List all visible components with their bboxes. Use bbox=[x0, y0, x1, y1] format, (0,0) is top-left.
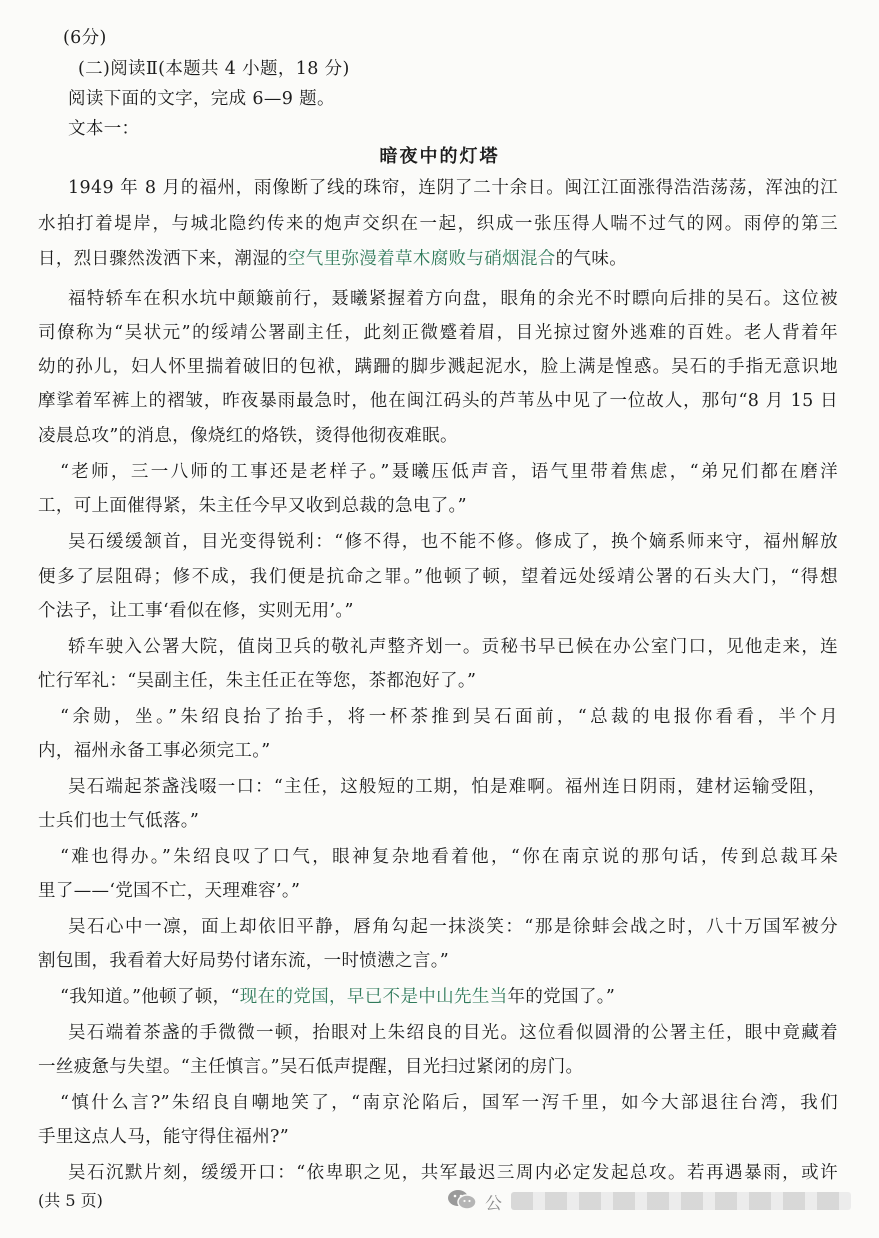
p3-line2: 工，可上面催得紧，朱主任今早又收到总裁的急电了。” bbox=[38, 496, 467, 516]
p8-line2: 里了——‘党国不亡，天理难容’。” bbox=[38, 881, 301, 901]
watermark-text: 公 bbox=[485, 1194, 502, 1214]
p1-line2: 水拍打着堤岸，与城北隐约传来的炮声交织在一起，织成一张压得人喘不过气的网。雨停的第三 bbox=[38, 214, 838, 234]
p9-line2: 割包围，我看着大好局势付诸东流，一时愤懑之言。” bbox=[38, 951, 450, 971]
p1-line3-a: 日，烈日骤然泼洒下来，潮湿的 bbox=[38, 249, 288, 269]
p2-line4: 摩挲着军裤上的褶皱，昨夜暴雨最急时，他在闽江码头的芦苇丛中见了一位故人，那句“8 月 15 日 bbox=[38, 391, 838, 411]
p12-line2: 手里这点人马，能守得住福州?” bbox=[38, 1127, 290, 1147]
p11-line1: 吴石端着茶盏的手微微一顿，抬眼对上朱绍良的目光。这位看似圆滑的公署主任，眼中竟藏着 bbox=[68, 1023, 838, 1043]
p10-line1-a: “我知道。”他顿了顿，“ bbox=[60, 987, 240, 1007]
watermark bbox=[447, 1186, 867, 1216]
p1-line3-c: 的气味。 bbox=[555, 249, 628, 269]
p2-line1: 福特轿车在积水坑中颠簸前行，聂曦紧握着方向盘，眼角的余光不时瞟向后排的吴石。这位被 bbox=[68, 289, 838, 309]
section-heading: (二)阅读Ⅱ(本题共 4 小题，18 分) bbox=[78, 59, 350, 79]
page-count: (共 5 页) bbox=[38, 1191, 103, 1210]
score-note: (6分) bbox=[63, 28, 107, 48]
article-title: 暗夜中的灯塔 bbox=[379, 146, 500, 167]
p5-line1: 轿车驶入公署大院，值岗卫兵的敬礼声整齐划一。贡秘书早已候在办公室门口，见他走来，连 bbox=[68, 637, 838, 657]
p7-line1: 吴石端起茶盏浅啜一口：“主任，这般短的工期，怕是难啊。福州连日阴雨，建材运输受阻， bbox=[68, 777, 826, 797]
p11-line2: 一丝疲惫与失望。“主任慎言。”吴石低声提醒，目光扫过紧闭的房门。 bbox=[38, 1057, 584, 1077]
text-label: 文本一： bbox=[68, 119, 140, 139]
p13-line1: 吴石沉默片刻，缓缓开口：“依卑职之见，共军最迟三周内必定发起总攻。若再遇暴雨，或许 bbox=[68, 1163, 838, 1183]
p4-line1: 吴石缓缓颔首，目光变得锐利：“修不得，也不能不修。修成了，换个嫡系师来守，福州解放 bbox=[68, 532, 838, 552]
p5-line2: 忙行军礼：“吴副主任，朱主任正在等您，茶都泡好了。” bbox=[38, 671, 477, 691]
p7-line2: 士兵们也士气低落。” bbox=[38, 811, 200, 831]
p2-line3: 幼的孙儿，妇人怀里揣着破旧的包袱，蹒跚的脚步溅起泥水，脸上满是惶惑。吴石的手指无意识地 bbox=[38, 357, 838, 377]
p8-line1: “难也得办。”朱绍良叹了口气，眼神复杂地看着他，“你在南京说的那句话，传到总裁耳朵 bbox=[60, 847, 838, 867]
wechat-icon bbox=[447, 1188, 477, 1212]
p6-line1: “余勋，坐。”朱绍良抬了抬手，将一杯茶推到吴石面前，“总裁的电报你看看，半个月 bbox=[60, 707, 838, 727]
p12-line1: “慎什么言?”朱绍良自嘲地笑了，“南京沦陷后，国军一泻千里，如今大部退往台湾，我们 bbox=[60, 1093, 838, 1113]
p1-line3 bbox=[38, 247, 627, 271]
p2-line2: 司僚称为“吴状元”的绥靖公署副主任，此刻正微蹙着眉，目光掠过窗外逃难的百姓。老人背着年 bbox=[38, 323, 838, 343]
p6-line2: 内，福州永备工事必须完工。” bbox=[38, 741, 271, 761]
p10-highlight: 现在的党国，早已不是中山先生当 bbox=[239, 987, 508, 1007]
p4-line3: 个法子，让工事‘看似在修，实则无用’。” bbox=[38, 601, 354, 621]
instruction: 阅读下面的文字，完成 6—9 题。 bbox=[68, 89, 335, 109]
p4-line2: 便多了层阻碍；修不成，我们便是抗命之罪。”他顿了顿，望着远处绥靖公署的石头大门，“得想 bbox=[38, 567, 838, 587]
p10-line1 bbox=[60, 985, 615, 1009]
p2-line5: 凌晨总攻”的消息，像烧红的烙铁，烫得他彻夜难眠。 bbox=[38, 426, 458, 446]
watermark-blur bbox=[511, 1192, 851, 1210]
p1-highlight: 空气里弥漫着草木腐败与硝烟混合 bbox=[287, 249, 556, 269]
p1-line1: 1949 年 8 月的福州，雨像断了线的珠帘，连阴了二十余日。闽江江面涨得浩浩荡荡，浑浊的江 bbox=[68, 178, 838, 198]
p9-line1: 吴石心中一凛，面上却依旧平静，唇角勾起一抹淡笑：“那是徐蚌会战之时，八十万国军被分 bbox=[68, 917, 838, 937]
p3-line1: “老师，三一八师的工事还是老样子。”聂曦压低声音，语气里带着焦虑，“弟兄们都在磨洋 bbox=[60, 462, 838, 482]
p10-line1-c: 年的党国了。” bbox=[507, 987, 616, 1007]
